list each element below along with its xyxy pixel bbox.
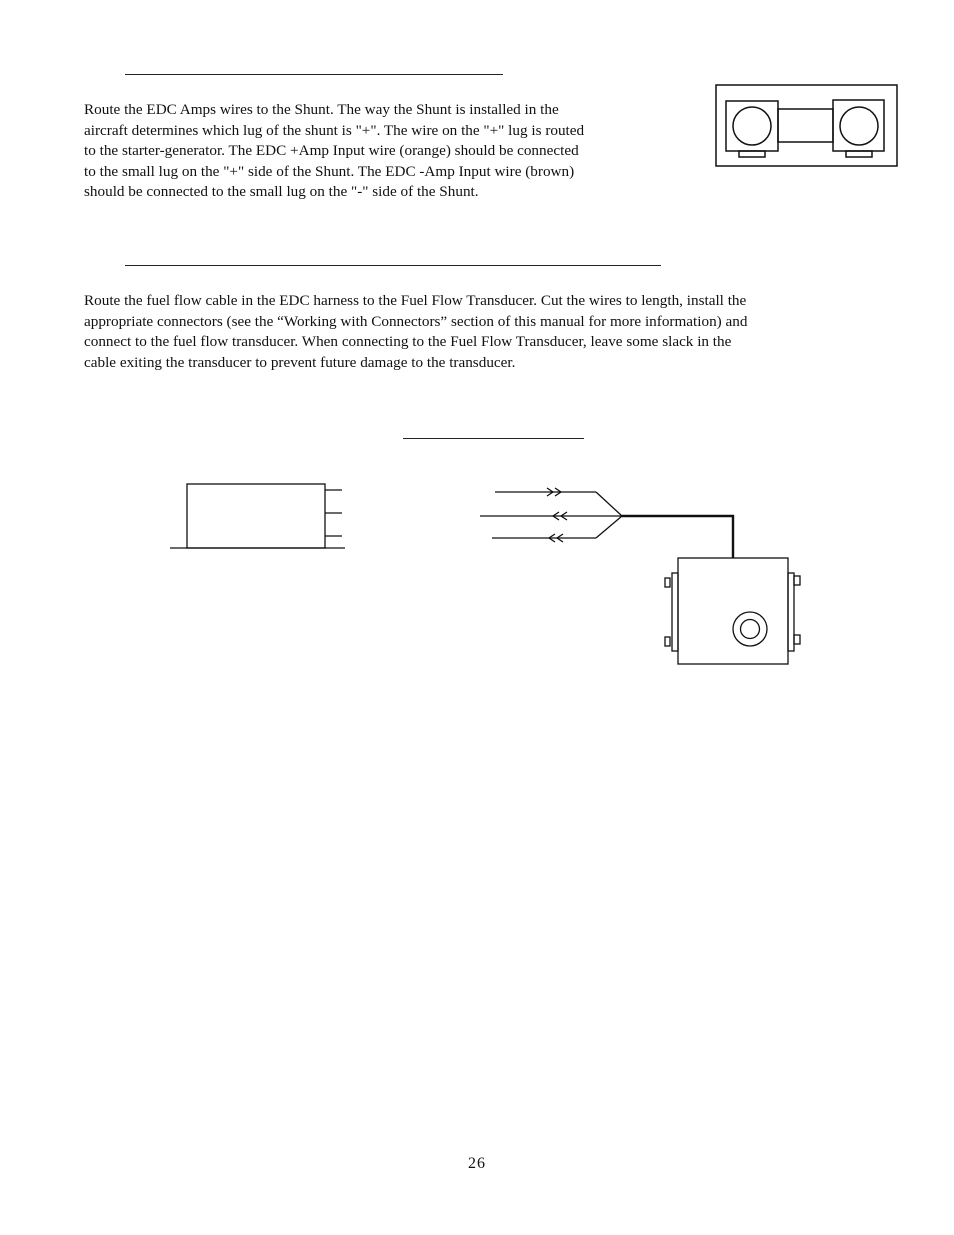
shunt-bar [778, 109, 833, 142]
transducer-cable [622, 516, 733, 558]
harness-wires [480, 488, 622, 542]
figure-caption-rule [403, 438, 584, 439]
page-number: 26 [468, 1155, 486, 1172]
shunt-small-lug-left [739, 151, 765, 157]
section2-heading-rule [125, 265, 661, 266]
paragraph-line: connect to the fuel flow transducer. When connecting to the Fuel Flow Transducer, leave some slack in the [84, 333, 732, 351]
connector-block [170, 484, 345, 548]
paragraph-line: cable exiting the transducer to prevent future damage to the transducer. [84, 353, 516, 371]
paragraph-line: Route the fuel flow cable in the EDC harness to the Fuel Flow Transducer. Cut the wires to length, install the [84, 292, 747, 309]
shunt-frame [716, 85, 897, 166]
section1-heading-rule [125, 74, 503, 75]
paragraph-line: to the small lug on the "+" side of the Shunt. The EDC -Amp Input wire (brown) [84, 162, 575, 180]
shunt-terminal-left [733, 107, 771, 145]
fuel-flow-instructions-paragraph [84, 291, 881, 373]
paragraph-line: to the starter-generator. The EDC +Amp Input wire (orange) should be connected [84, 142, 579, 160]
paragraph-line: should be connected to the small lug on the "-" side of the Shunt. [84, 183, 479, 201]
shunt-lug-block-left [726, 101, 778, 151]
shunt-terminal-right [840, 107, 878, 145]
shunt-lug-block-right [833, 100, 884, 151]
paragraph-line: Route the EDC Amps wires to the Shunt. The way the Shunt is installed in the [84, 101, 559, 118]
shunt-instructions-paragraph [84, 100, 683, 203]
shunt-small-lug-right [846, 151, 872, 157]
paragraph-line: appropriate connectors (see the “Working with Connectors” section of this manual for more information) and [84, 312, 748, 330]
fuel-flow-transducer [665, 558, 800, 664]
paragraph-line: aircraft determines which lug of the shunt is "+". The wire on the "+" lug is routed [84, 121, 585, 139]
